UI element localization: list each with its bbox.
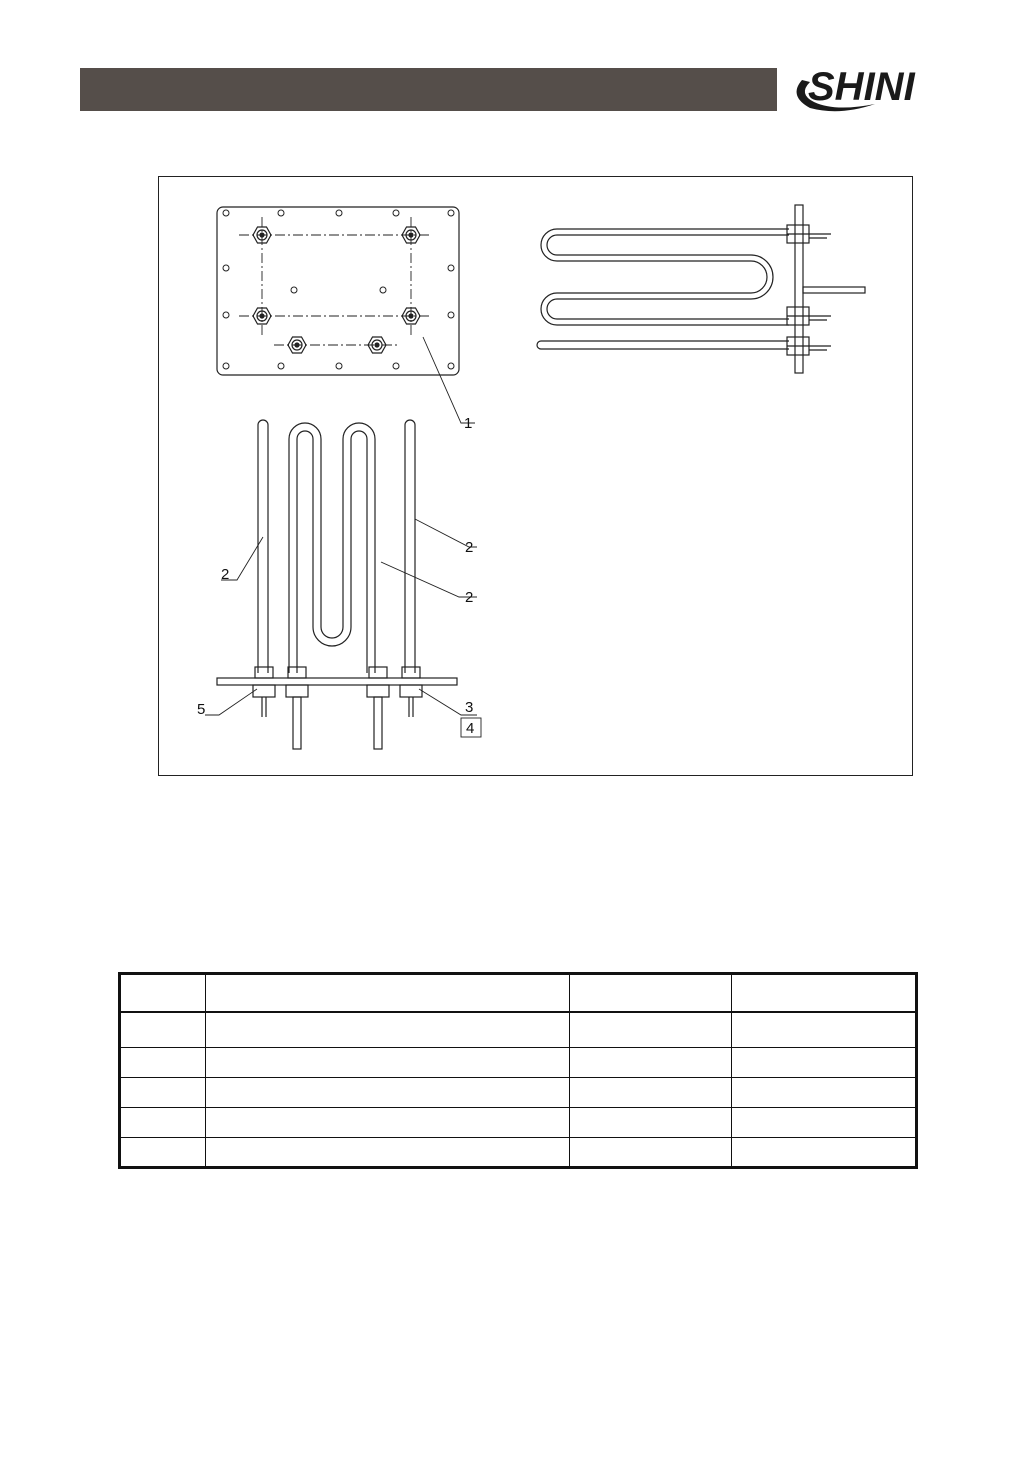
- callout-3: 3: [465, 699, 474, 716]
- table-cell: [206, 1012, 570, 1048]
- heater-front-view: [205, 420, 481, 749]
- table-cell: [732, 1078, 917, 1108]
- table-row: [120, 1078, 917, 1108]
- table-cell: [120, 1108, 206, 1138]
- front-terminals: [262, 697, 413, 749]
- heater-assembly-drawing: [158, 176, 913, 776]
- table-cell: [120, 1012, 206, 1048]
- heater-side-view: [537, 205, 865, 373]
- header-cell: [732, 974, 917, 1012]
- straight-tube: [537, 341, 789, 349]
- side-terminals: [803, 234, 865, 350]
- tube-right: [405, 420, 415, 673]
- table-cell: [570, 1078, 732, 1108]
- header-cell: [120, 974, 206, 1012]
- callout-2a: 2: [221, 566, 230, 583]
- header-cell: [206, 974, 570, 1012]
- front-nuts: [253, 667, 422, 697]
- callout-5: 5: [197, 701, 206, 718]
- leader-1: [423, 337, 475, 423]
- u-tube-upper: [541, 229, 789, 325]
- flange-plate-top-view: [217, 207, 475, 423]
- table-cell: [206, 1138, 570, 1168]
- table-cell: [570, 1012, 732, 1048]
- table-header-row: [120, 974, 917, 1012]
- callout-2b: 2: [465, 539, 474, 556]
- table-cell: [732, 1012, 917, 1048]
- table-cell: [120, 1048, 206, 1078]
- callout-labels: [197, 415, 474, 737]
- table-cell: [206, 1048, 570, 1078]
- callout-4: 4: [466, 720, 475, 737]
- center-lines: [239, 217, 429, 345]
- table-cell: [732, 1138, 917, 1168]
- table-row: [120, 1138, 917, 1168]
- table-cell: [570, 1048, 732, 1078]
- table-cell: [732, 1048, 917, 1078]
- table-cell: [570, 1138, 732, 1168]
- header-bar: [80, 68, 777, 111]
- front-flange: [217, 678, 457, 685]
- terminal-nuts: [253, 227, 420, 353]
- tube-left: [258, 420, 268, 673]
- table-cell: [120, 1078, 206, 1108]
- side-nuts: [787, 225, 809, 355]
- callout-2c: 2: [465, 589, 474, 606]
- tube-w-inner: [297, 431, 367, 673]
- header-cell: [570, 974, 732, 1012]
- table-cell: [120, 1138, 206, 1168]
- table-cell: [206, 1078, 570, 1108]
- table-row: [120, 1012, 917, 1048]
- shini-logo: [780, 50, 950, 120]
- table-row: [120, 1108, 917, 1138]
- parts-table: [118, 972, 918, 1169]
- tube-w-outer: [289, 423, 375, 673]
- logo-text: SHINI: [808, 65, 915, 109]
- table-cell: [570, 1108, 732, 1138]
- table-cell: [732, 1108, 917, 1138]
- table-cell: [206, 1108, 570, 1138]
- callout-1: 1: [464, 415, 473, 432]
- table-row: [120, 1048, 917, 1078]
